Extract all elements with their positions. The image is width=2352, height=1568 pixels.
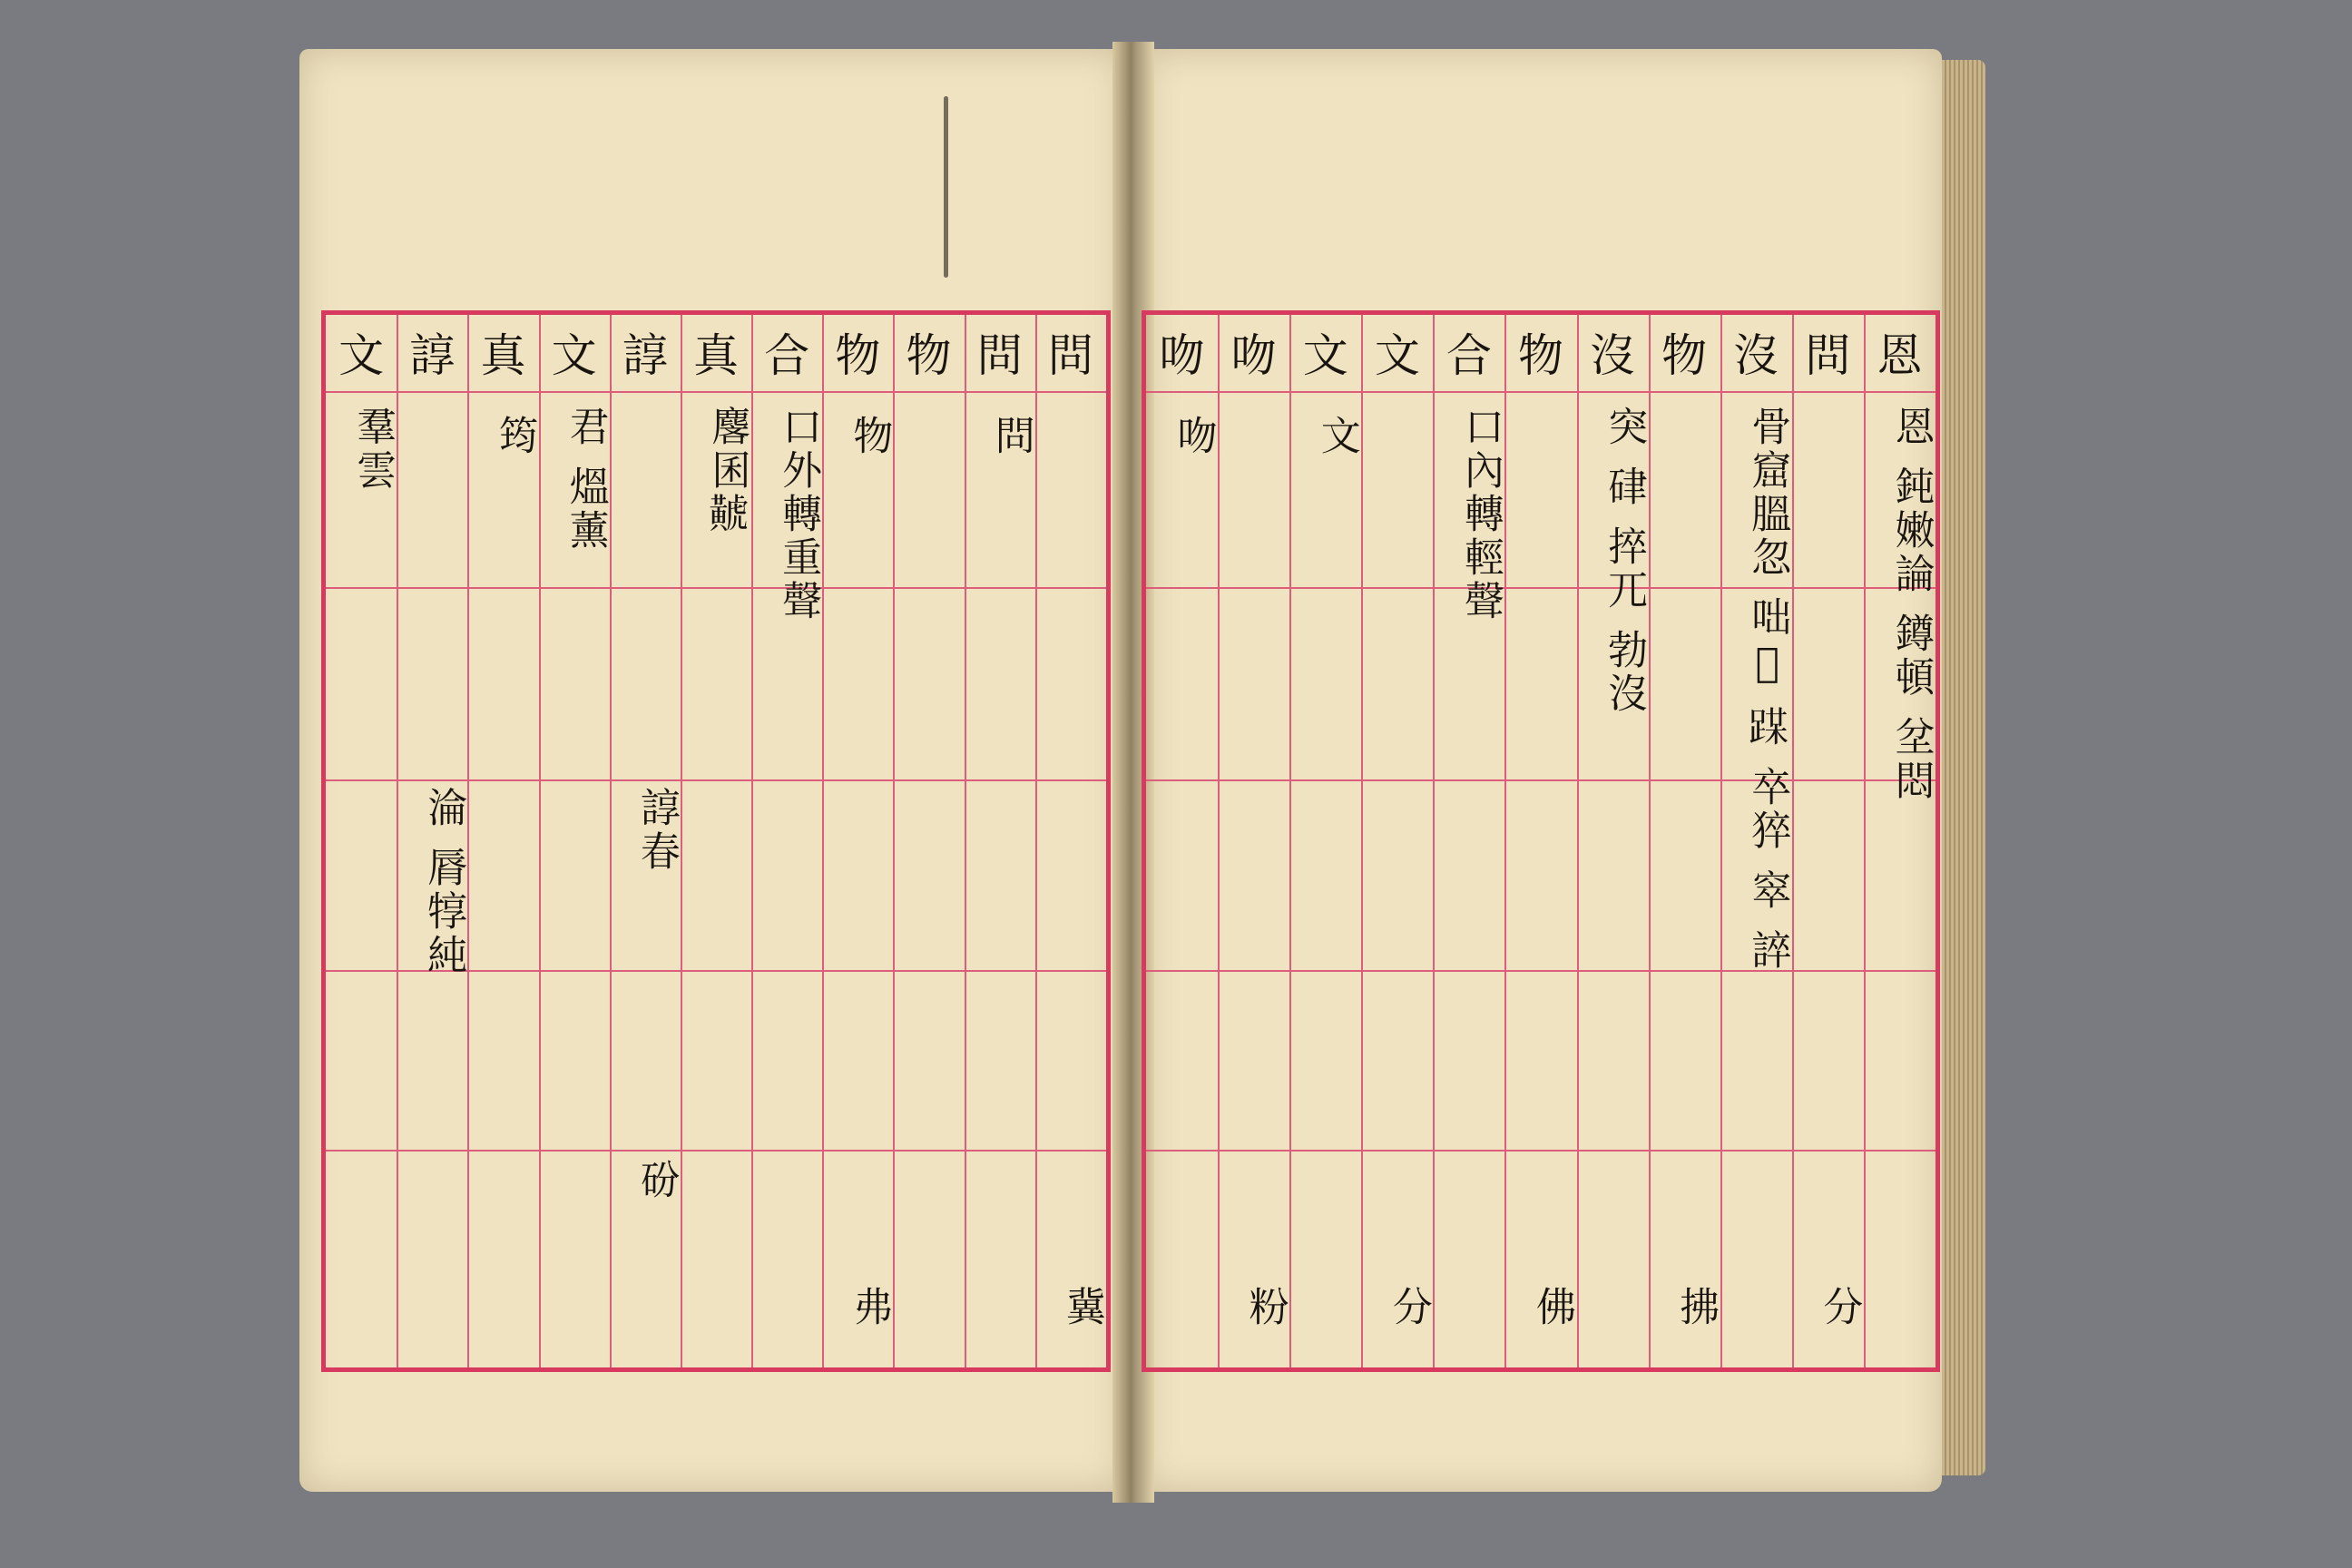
- column-header: 吻: [1230, 329, 1277, 382]
- column-entry-bottom: 分: [1816, 1286, 1863, 1329]
- column-header: 問: [1805, 329, 1851, 382]
- row-rule: [326, 391, 1106, 393]
- column-header: 文: [338, 329, 385, 382]
- left-rhyme-table: [321, 310, 1111, 1372]
- column-rule: [1649, 315, 1651, 1367]
- column-header: 文: [551, 329, 597, 382]
- column-header: 物: [906, 329, 952, 382]
- column-header: 物: [1518, 329, 1563, 382]
- row-rule: [1146, 779, 1936, 781]
- column-rule: [965, 315, 966, 1367]
- column-header: 問: [976, 329, 1023, 382]
- column-rule: [1289, 315, 1291, 1367]
- column-entry-mid: 淪 脣犉純: [420, 787, 467, 977]
- column-entry-bottom: 弗: [846, 1286, 893, 1329]
- column-header: 真: [693, 329, 739, 382]
- column-header: 合: [764, 329, 810, 382]
- column-entry-bottom: 拂: [1672, 1286, 1720, 1329]
- column-header: 沒: [1590, 329, 1636, 382]
- row-rule: [326, 587, 1106, 589]
- column-entry: 突 硉 捽兀 勃沒: [1601, 406, 1648, 716]
- column-header: 真: [480, 329, 526, 382]
- column-entry: 羣雲: [349, 406, 397, 493]
- column-entry-mid: 諄春: [632, 787, 680, 874]
- column-entry-low: 砏: [632, 1159, 680, 1202]
- column-rule: [467, 315, 469, 1367]
- column-header: 諄: [409, 329, 456, 382]
- column-entry-top: 筠: [491, 415, 538, 458]
- column-header: 問: [1047, 329, 1093, 382]
- column-entry: 骨窟膃忽 咄𡊖 𨂏 卒猝 窣 誶: [1744, 406, 1791, 973]
- column-rule: [1035, 315, 1037, 1367]
- column-rule: [1361, 315, 1363, 1367]
- column-rule: [1218, 315, 1220, 1367]
- row-rule: [1146, 970, 1936, 972]
- row-rule: [1146, 1150, 1936, 1152]
- column-header: 合: [1446, 329, 1492, 382]
- column-rule: [1792, 315, 1794, 1367]
- column-entry: 恩 鈍嫩論 鐏頓 坌悶: [1887, 406, 1935, 803]
- row-rule: [326, 1150, 1106, 1152]
- open-book: [299, 33, 1987, 1503]
- column-entry-bottom: 分: [1385, 1286, 1432, 1329]
- column-entry: 口外轉重聲: [775, 406, 822, 623]
- column-header: 物: [1661, 329, 1708, 382]
- column-entry: 君 熅薰: [562, 406, 609, 553]
- column-entry-top: 文: [1313, 415, 1360, 458]
- row-rule: [1146, 391, 1936, 393]
- column-header: 恩: [1877, 329, 1923, 382]
- column-header: 物: [835, 329, 881, 382]
- column-rule: [893, 315, 895, 1367]
- row-rule: [1146, 587, 1936, 589]
- column-header: 文: [1302, 329, 1348, 382]
- column-rule: [822, 315, 824, 1367]
- column-header: 文: [1374, 329, 1420, 382]
- column-entry-bottom: 粉: [1241, 1286, 1289, 1329]
- column-entry: 口內轉輕聲: [1456, 406, 1504, 623]
- row-rule: [326, 779, 1106, 781]
- page-edges: [1942, 60, 1985, 1475]
- right-rhyme-table: [1142, 310, 1940, 1372]
- column-entry-top: 問: [987, 415, 1034, 458]
- column-entry-bottom: 冀: [1058, 1286, 1105, 1329]
- column-entry-top: 吻: [1170, 415, 1217, 458]
- column-entry-top: 物: [846, 415, 893, 458]
- column-header: 吻: [1159, 329, 1205, 382]
- column-entry: 麐囷𪏐: [704, 406, 750, 536]
- ink-mark: [944, 96, 948, 278]
- column-rule: [1504, 315, 1506, 1367]
- column-header: 沒: [1733, 329, 1779, 382]
- column-header: 諄: [622, 329, 668, 382]
- column-entry-bottom: 佛: [1529, 1286, 1575, 1329]
